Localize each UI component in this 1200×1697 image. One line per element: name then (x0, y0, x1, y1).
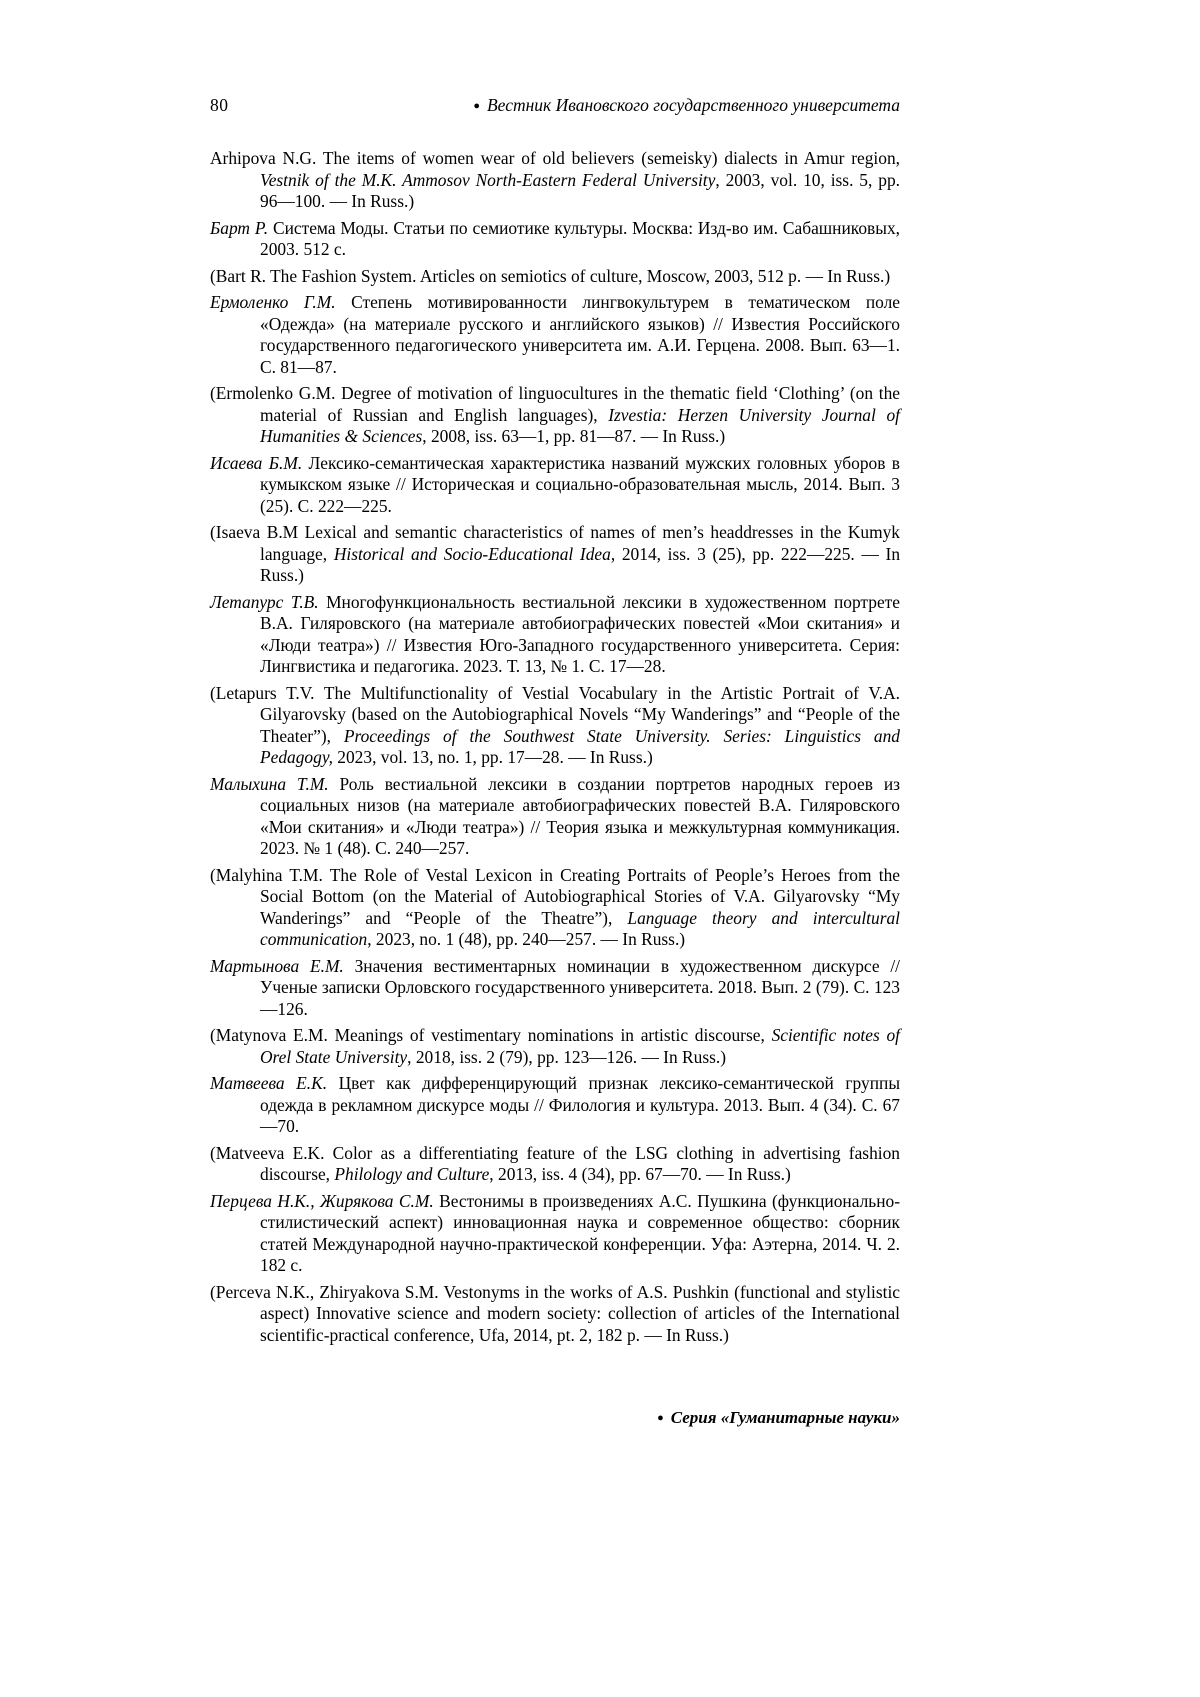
reference-entry (210, 522, 900, 587)
reference-text-segment: Ермоленко Г.М. (210, 292, 352, 312)
reference-text-segment: (Bart R. The Fashion System. Articles on semiotics of culture, Moscow, 2003, 512 p. — In Russ.) (210, 265, 891, 286)
reference-text-segment: (Malyhina T.M. The Role of Vestal Lexicon in Creating Portraits of People’s Heroes from the Social Bottom (on the Material of Autobiographical Stories of V.A. Gilyarovsky “My Wanderings” and “People of the Theatre”), (210, 864, 900, 928)
reference-entry (210, 218, 900, 261)
reference-text-segment: 2023, vol. 13, no. 1, pp. 17—28. — In Russ.) (332, 747, 653, 767)
reference-text-segment: , 2008, iss. 63—1, pp. 81—87. — In Russ.) (422, 426, 726, 446)
series-title-text: Серия «Гуманитарные науки» (670, 1408, 900, 1427)
reference-entry (210, 266, 900, 288)
reference-text-segment: Барт Р. (210, 217, 273, 238)
reference-entry (210, 1282, 900, 1347)
reference-text-segment: (Matynova E.M. Meanings of vestimentary nominations in artistic discourse, (210, 1025, 772, 1045)
reference-text-segment: Значения вестиментарных номинации в художественном дискурсе // Ученые записки Орловского государственного университета. 2018. Вып. 2 (79). С. 123—126. (260, 955, 901, 1019)
reference-text-segment: Летапурс Т.В. (210, 591, 327, 612)
reference-text-segment: Малыхина Т.М. (210, 773, 340, 794)
reference-text-segment: (Matveeva E.K. Color as a differentiating feature of the LSG clothing in advertising fashion discourse, (210, 1142, 900, 1184)
reference-entry (210, 683, 900, 769)
reference-text-segment: , 2023, no. 1 (48), pp. 240—257. — In Russ.) (367, 929, 686, 949)
reference-text-segment: Izvestia: Herzen University Journal of Humanities & Sciences (260, 404, 900, 446)
journal-running-title (473, 95, 900, 116)
reference-text-segment: Многофункциональность вестиальной лексики в художественном портрете В.А. Гиляровского (на материале автобиографических повестей «Мои скитания» и «Люди театра») // Известия Юго-Западного государственного университета. Серия: Лингвистика и педагогика. 2023. Т. 13, № 1. С. 17—28. (260, 591, 900, 676)
reference-text-segment: , 2014, iss. 3 (25), pp. 222—225. — In Russ.) (260, 543, 901, 585)
reference-text-segment: Philology and Culture (334, 1164, 490, 1184)
page-footer (210, 1408, 900, 1428)
reference-text-segment: Степень мотивированности лингвокультурем в тематическом поле «Одежда» (на материале русского и английского языков) // Известия Российского государственного педагогического университета им. А.И. Герцена. 2008. Вып. 63—1. С. 81—87. (260, 292, 900, 377)
reference-text-segment: Proceedings of the Southwest State University. Series: Linguistics and Pedagogy, (260, 725, 900, 767)
reference-text-segment: Лексико-семантическая характеристика названий мужских головных уборов в кумыкском языке // Историческая и социально-образовательная мысль, 2014. Вып. 3 (25). С. 222—225. (260, 452, 900, 516)
reference-text-segment: Перцева Н.К., Жирякова С.М. (210, 1190, 440, 1211)
reference-text-segment: Цвет как дифференцирующий признак лексико-семантической группы одежда в рекламном дискурсе моды // Филология и культура. 2013. Вып. 4 (34). С. 67—70. (260, 1073, 900, 1136)
reference-text-segment: Scientific notes of Orel State University (260, 1025, 900, 1067)
reference-text-segment: Language theory and intercultural communication (260, 907, 901, 949)
reference-entry (210, 956, 900, 1021)
bullet-icon: ● (657, 1412, 664, 1424)
reference-text-segment: Роль вестиальной лексики в создании портретов народных героев из социальных низов (на материале автобиографических повестей В.А. Гиляровского «Мои скитания» и «Люди театра») // Теория языка и межкультурная коммуникация. 2023. № 1 (48). С. 240—257. (260, 773, 900, 858)
reference-text-segment: , 2003, vol. 10, iss. 5, pp. 96—100. — In Russ.) (260, 169, 900, 211)
reference-entry (210, 774, 900, 860)
reference-text-segment: Historical and Socio-Educational Idea (333, 543, 611, 564)
reference-entry (210, 453, 900, 518)
reference-entry (210, 1025, 900, 1068)
reference-text-segment: Система Моды. Статьи по семиотике культуры. Москва: Изд-во им. Сабашниковых, 2003. 512 с. (260, 217, 900, 259)
reference-text-segment: (Letapurs T.V. The Multifunctionality of Vestial Vocabulary in the Artistic Portrait of V.A. Gilyarovsky (based on the Autobiographical Novels “My Wanderings” and “People of the Theater”), (210, 682, 900, 746)
page-number: 80 (210, 95, 229, 115)
references-list (210, 148, 900, 1346)
reference-text-segment: (Perceva N.K., Zhiryakova S.M. Vestonyms in the works of A.S. Pushkin (functional and stylistic aspect) Innovative science and modern society: collection of articles of the International scientific-practical conference, Ufa, 2014, pt. 2, 182 p. — In Russ.) (210, 1281, 900, 1345)
reference-text-segment: Мартынова Е.М. (210, 955, 355, 976)
reference-text-segment: , 2018, iss. 2 (79), pp. 123—126. — In Russ.) (407, 1046, 726, 1067)
reference-text-segment: (Ermolenko G.M. Degree of motivation of linguocultures in the thematic field ‘Clothing’ (on the material of Russian and English languages), (210, 383, 900, 425)
reference-text-segment: Матвеева Е.К. (210, 1073, 339, 1093)
reference-entry (210, 148, 900, 213)
reference-entry (210, 1143, 900, 1186)
reference-entry (210, 1191, 900, 1277)
reference-entry (210, 865, 900, 951)
reference-text-segment: Исаева Б.М. (210, 452, 309, 473)
page-header (210, 95, 900, 116)
reference-entry (210, 1073, 900, 1138)
reference-text-segment: Вестонимы в произведениях А.С. Пушкина (функционально-стилистический аспект) инновационная наука и современное общество: сборник статей Международной научно-практической конференции. Уфа: Аэтерна, 2014. Ч. 2. 182 с. (260, 1190, 900, 1275)
journal-title-text: Вестник Ивановского государственного университета (486, 95, 900, 115)
reference-text-segment: Vestnik of the M.K. Ammosov North-Eastern Federal University (260, 169, 716, 190)
reference-entry (210, 292, 900, 378)
reference-text-segment: , 2013, iss. 4 (34), pp. 67—70. — In Russ.) (489, 1164, 791, 1184)
reference-text-segment: Arhipova N.G. The items of women wear of old believers (semeisky) dialects in Amur region, (210, 148, 900, 168)
reference-text-segment: (Isaeva B.M Lexical and semantic characteristics of names of men’s headdresses in the Kumyk language, (210, 522, 900, 564)
reference-entry (210, 383, 900, 448)
reference-entry (210, 592, 900, 678)
bullet-icon: ● (473, 100, 480, 112)
